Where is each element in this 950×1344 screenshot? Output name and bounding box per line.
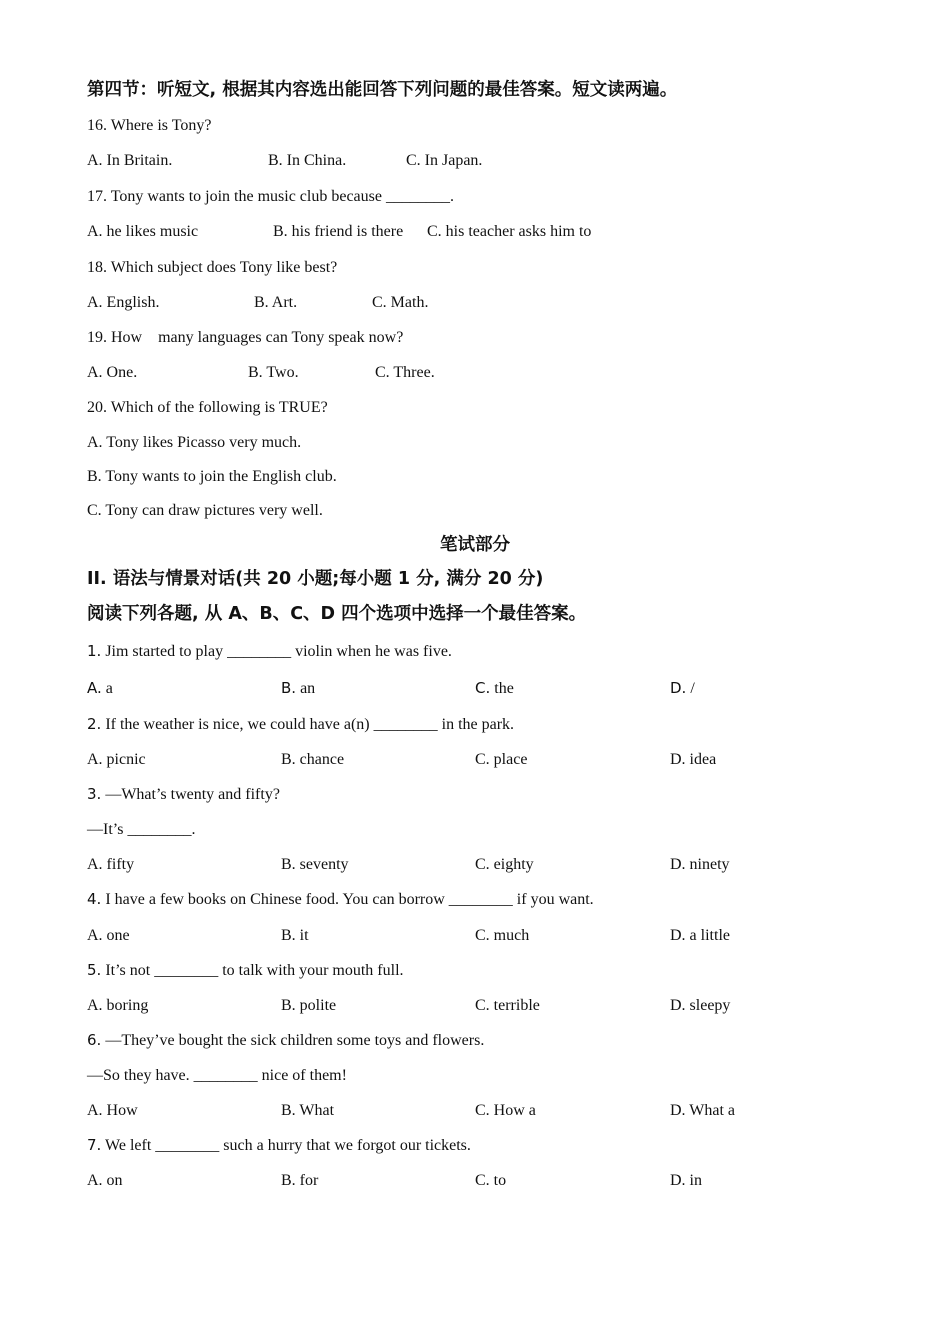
question-number: 5. <box>87 961 102 979</box>
question-4-option-a: A. one <box>87 927 130 944</box>
question-18-option-c: C. Math. <box>372 294 429 311</box>
question-17-option-a: A. he likes music <box>87 223 199 240</box>
option-letter: A. <box>87 679 102 697</box>
question-5-option-c: C. terrible <box>475 997 540 1014</box>
question-7-option-b: B. for <box>281 1172 319 1189</box>
option-text: a <box>101 680 113 697</box>
question-3-stem <box>87 784 280 805</box>
option-letter: B. <box>281 679 297 697</box>
question-2-option-a: A. picnic <box>87 751 146 768</box>
question-7-option-a: A. on <box>87 1172 123 1189</box>
question-19-option-a: A. One. <box>87 364 138 381</box>
question-6-stem <box>87 1030 484 1051</box>
question-6-option-d: D. What a <box>670 1102 736 1119</box>
question-5-option-d: D. sleepy <box>670 997 731 1014</box>
written-instruction: 阅读下列各题, 从 A、B、C、D 四个选项中选择一个最佳答案。 <box>87 604 587 624</box>
option-text: the <box>490 680 514 697</box>
question-16-stem: 16. Where is Tony? <box>87 117 212 134</box>
question-text: I have a few books on Chinese food. You can borrow ________ if you want. <box>101 891 594 908</box>
question-number: 6. <box>87 1031 102 1049</box>
question-text: —What’s twenty and fifty? <box>101 786 280 803</box>
question-18-stem: 18. Which subject does Tony like best? <box>87 259 338 276</box>
question-19-stem: 19. How many languages can Tony speak now? <box>87 329 404 346</box>
option-letter: D. <box>670 679 687 697</box>
option-text: an <box>296 680 316 697</box>
question-20-stem: 20. Which of the following is TRUE? <box>87 399 328 416</box>
question-16-option-b: B. In China. <box>268 152 347 169</box>
question-5-option-b: B. polite <box>281 997 337 1014</box>
question-7-option-c: C. to <box>475 1172 507 1189</box>
question-3-option-d: D. ninety <box>670 856 730 873</box>
question-3-option-a: A. fifty <box>87 856 135 873</box>
question-17-stem: 17. Tony wants to join the music club because ________. <box>87 188 454 205</box>
question-4-option-d: D. a little <box>670 927 730 944</box>
question-text: We left ________ such a hurry that we forgot our tickets. <box>101 1137 471 1154</box>
question-6-reply: —So they have. ________ nice of them! <box>87 1067 347 1084</box>
question-20-option-c: C. Tony can draw pictures very well. <box>87 502 323 519</box>
question-18-option-a: A. English. <box>87 294 160 311</box>
question-2-stem <box>87 714 514 735</box>
question-17-option-b: B. his friend is there <box>273 223 404 240</box>
question-4-option-b: B. it <box>281 927 309 944</box>
question-text: —They’ve bought the sick children some toys and flowers. <box>101 1032 485 1049</box>
written-section-title: II. 语法与情景对话(共 20 小题;每小题 1 分, 满分 20 分) <box>87 569 544 589</box>
question-20-option-a: A. Tony likes Picasso very much. <box>87 434 302 451</box>
listening-section-title: 第四节：听短文, 根据其内容选出能回答下列问题的最佳答案。短文读两遍。 <box>87 80 678 100</box>
question-4-option-c: C. much <box>475 927 530 944</box>
question-number: 7. <box>87 1136 102 1154</box>
question-16-option-a: A. In Britain. <box>87 152 173 169</box>
question-2-option-c: C. place <box>475 751 528 768</box>
question-1-stem <box>87 641 452 662</box>
question-19-option-c: C. Three. <box>375 364 435 381</box>
question-6-option-c: C. How a <box>475 1102 536 1119</box>
question-20-option-b: B. Tony wants to join the English club. <box>87 468 337 485</box>
question-17-option-c: C. his teacher asks him to <box>427 223 592 240</box>
option-letter: C. <box>475 679 491 697</box>
question-6-option-b: B. What <box>281 1102 335 1119</box>
question-text: Jim started to play ________ violin when he was five. <box>101 643 452 660</box>
question-5-stem <box>87 960 404 981</box>
question-number: 1. <box>87 642 102 660</box>
question-text: If the weather is nice, we could have a(n) ________ in the park. <box>101 716 515 733</box>
question-number: 4. <box>87 890 102 908</box>
question-7-option-d: D. in <box>670 1172 702 1189</box>
question-16-option-c: C. In Japan. <box>406 152 483 169</box>
question-19-option-b: B. Two. <box>248 364 299 381</box>
question-text: It’s not ________ to talk with your mouth full. <box>101 962 404 979</box>
question-4-stem <box>87 889 594 910</box>
question-5-option-a: A. boring <box>87 997 149 1014</box>
question-1-option-a <box>87 678 113 699</box>
question-number: 2. <box>87 715 102 733</box>
question-2-option-d: D. idea <box>670 751 717 768</box>
question-18-option-b: B. Art. <box>254 294 298 311</box>
question-1-option-b <box>281 678 315 699</box>
question-1-option-d <box>670 678 695 699</box>
option-text: / <box>686 680 695 697</box>
question-6-option-a: A. How <box>87 1102 138 1119</box>
question-3-option-c: C. eighty <box>475 856 534 873</box>
question-number: 3. <box>87 785 102 803</box>
question-7-stem <box>87 1135 471 1156</box>
question-3-option-b: B. seventy <box>281 856 349 873</box>
question-2-option-b: B. chance <box>281 751 345 768</box>
question-3-reply: —It’s ________. <box>87 821 196 838</box>
written-part-title: 笔试部分 <box>440 535 510 555</box>
question-1-option-c <box>475 678 514 699</box>
